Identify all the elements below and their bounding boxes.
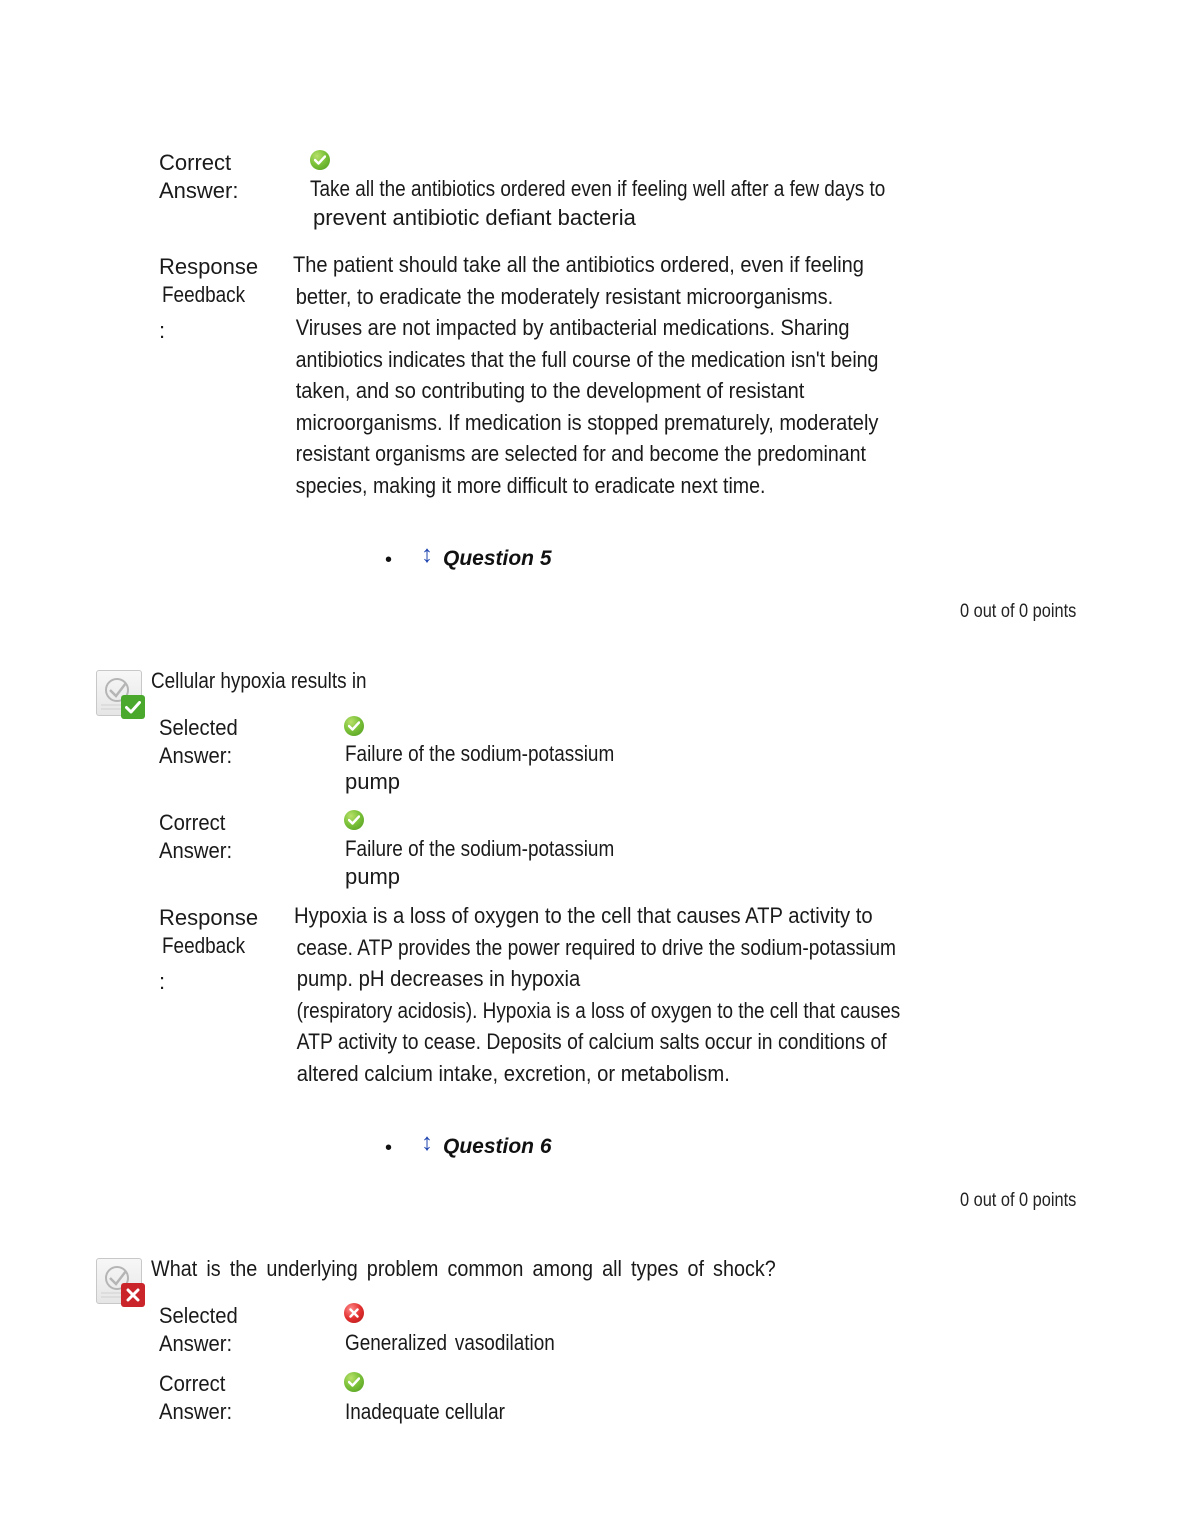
q4-feedback-label bbox=[159, 253, 259, 345]
label-line: Answer: bbox=[159, 1399, 233, 1424]
correct-badge-icon bbox=[121, 695, 145, 719]
q5-feedback-text bbox=[294, 900, 974, 1089]
q6-prompt bbox=[151, 1253, 845, 1285]
q5-correct-label bbox=[159, 809, 232, 865]
answer-line: pump bbox=[345, 864, 401, 889]
q4-correct-label bbox=[159, 149, 238, 205]
label-line: : bbox=[159, 318, 166, 343]
answer-line: Generalized vasodilation bbox=[345, 1330, 555, 1355]
label-line: Response bbox=[159, 254, 259, 279]
label-line: Correct bbox=[159, 150, 232, 175]
feedback-line: better, to eradicate the moderately resistant microorganisms. bbox=[295, 283, 834, 309]
incorrect-badge-icon bbox=[121, 1283, 145, 1307]
label-line: Correct bbox=[159, 810, 226, 835]
q5-bullet: • bbox=[385, 549, 393, 571]
q5-points: 0 out of 0 points bbox=[960, 601, 1077, 622]
q6-selected-label bbox=[159, 1302, 238, 1358]
correct-check-icon bbox=[344, 716, 364, 736]
q5-prompt bbox=[151, 665, 402, 697]
feedback-line: ATP activity to cease. Deposits of calcium salts occur in conditions of bbox=[296, 1029, 887, 1054]
correct-check-icon bbox=[344, 1372, 364, 1392]
incorrect-x-icon bbox=[344, 1303, 364, 1323]
q5-feedback-label bbox=[159, 904, 259, 996]
label-line: Selected bbox=[159, 715, 238, 740]
feedback-line: microorganisms. If medication is stopped prematurely, moderately bbox=[295, 409, 879, 435]
q4-correct-answer bbox=[310, 173, 950, 233]
q5-selected-answer bbox=[345, 740, 658, 796]
q4-feedback-text bbox=[293, 249, 963, 501]
label-line: Answer: bbox=[159, 838, 233, 863]
label-line: Answer: bbox=[159, 1331, 233, 1356]
prompt-text: What is the underlying problem common among all types of shock? bbox=[151, 1256, 776, 1281]
answer-line: Take all the antibiotics ordered even if feeling well after a few days to bbox=[310, 176, 886, 201]
q5-selected-label bbox=[159, 714, 238, 770]
correct-check-icon bbox=[344, 810, 364, 830]
feedback-line: cease. ATP provides the power required to drive the sodium-potassium bbox=[296, 934, 896, 960]
label-line: Correct bbox=[159, 1371, 226, 1396]
answer-line: Failure of the sodium-potassium bbox=[345, 741, 615, 766]
feedback-line: resistant organisms are selected for and become the predominant bbox=[295, 441, 866, 466]
q6-selected-answer bbox=[345, 1329, 589, 1357]
answer-line: prevent antibiotic defiant bacteria bbox=[313, 204, 636, 230]
q5-title: Question 5 bbox=[443, 547, 552, 570]
answer-line: Inadequate cellular bbox=[345, 1399, 505, 1424]
feedback-line: species, making it more difficult to eradicate next time. bbox=[295, 472, 766, 498]
label-line: Response bbox=[159, 905, 259, 930]
label-line: Feedback bbox=[162, 282, 246, 307]
q6-title: Question 6 bbox=[443, 1135, 552, 1158]
q6-points: 0 out of 0 points bbox=[960, 1190, 1077, 1211]
feedback-line: pump. pH decreases in hypoxia bbox=[296, 966, 581, 991]
label-line: Answer: bbox=[159, 178, 239, 203]
feedback-line: taken, and so contributing to the development of resistant bbox=[295, 378, 805, 403]
feedback-line: (respiratory acidosis). Hypoxia is a loss of oxygen to the cell that causes bbox=[296, 997, 901, 1023]
reorder-arrow-icon[interactable]: ↕ bbox=[421, 541, 433, 568]
q6-correct-answer bbox=[345, 1398, 531, 1426]
label-line: Answer: bbox=[159, 743, 233, 768]
answer-line: pump bbox=[345, 769, 401, 794]
label-line: : bbox=[159, 969, 166, 994]
feedback-line: Viruses are not impacted by antibacterial medications. Sharing bbox=[295, 315, 850, 340]
prompt-text: Cellular hypoxia results in bbox=[151, 668, 367, 693]
q5-correct-answer bbox=[345, 835, 658, 891]
feedback-line: Hypoxia is a loss of oxygen to the cell that causes ATP activity to bbox=[294, 903, 873, 928]
correct-check-icon bbox=[310, 150, 330, 170]
label-line: Feedback bbox=[162, 933, 246, 958]
answer-line: Failure of the sodium-potassium bbox=[345, 836, 615, 861]
feedback-line: The patient should take all the antibiotics ordered, even if feeling bbox=[293, 252, 864, 277]
reorder-arrow-icon[interactable]: ↕ bbox=[421, 1129, 433, 1156]
feedback-line: antibiotics indicates that the full course of the medication isn't being bbox=[295, 346, 879, 372]
label-line: Selected bbox=[159, 1303, 238, 1328]
feedback-line: altered calcium intake, excretion, or metabolism. bbox=[296, 1060, 730, 1086]
q6-bullet: • bbox=[385, 1137, 393, 1159]
q6-correct-label bbox=[159, 1370, 232, 1426]
